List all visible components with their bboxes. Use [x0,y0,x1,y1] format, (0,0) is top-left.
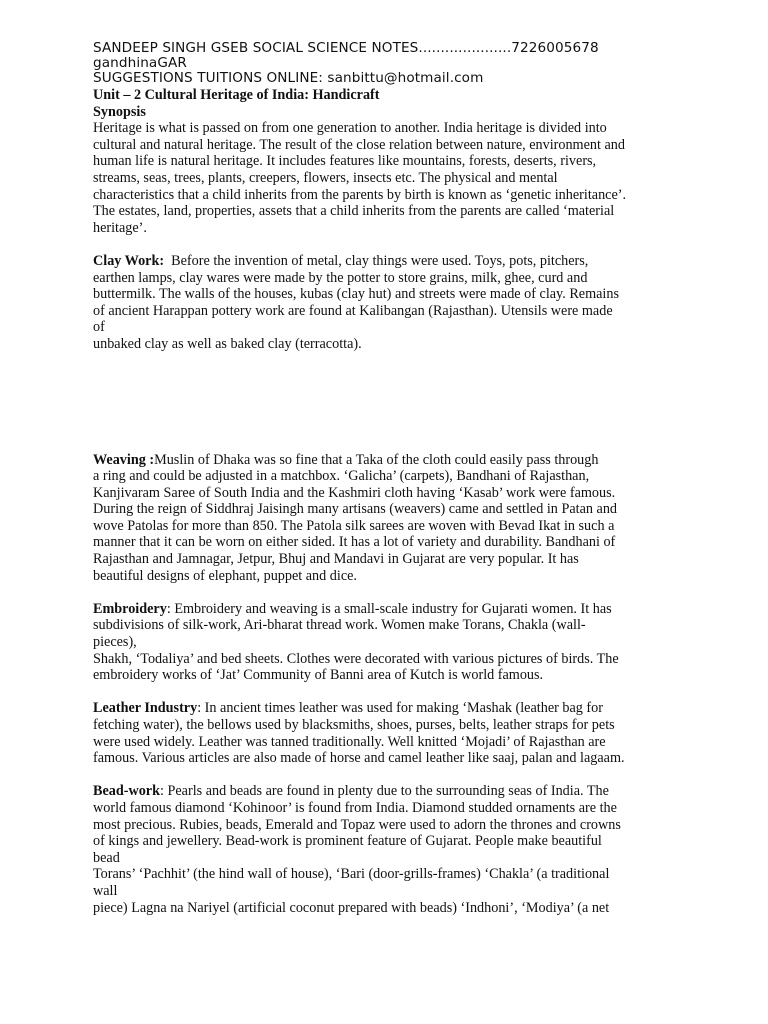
text-line: bead [93,849,120,866]
text-line: world famous diamond ‘Kohinoor’ is found from India. Diamond studded ornaments are the [93,799,617,816]
text-line: The estates, land, properties, assets that a child inherits from the parents are called ‘material [93,203,615,220]
text-line: heritage’. [93,219,147,236]
leather-industry-section [93,700,683,766]
text-line: Bead-work: Pearls and beads are found in plenty due to the surrounding seas of India. The [93,783,609,800]
weaving-section [93,452,683,585]
text-line: subdivisions of silk-work, Ari-bharat thread work. Women make Torans, Chakla (wall- [93,617,586,634]
text-line: unbaked clay as well as baked clay (terracotta). [93,335,362,352]
text-line: embroidery works of ‘Jat’ Community of Banni area of Kutch is world famous. [93,667,544,684]
text-line: beautiful designs of elephant, puppet and dice. [93,567,357,584]
section-heading: Clay Work: [93,252,165,269]
text-line: Heritage is what is passed on from one generation to another. India heritage is divided into [93,120,607,137]
clay-work-section [93,253,683,353]
section-heading: Weaving : [93,451,155,468]
text-line: of ancient Harappan pottery work are found at Kalibangan (Rajasthan). Utensils were made [93,302,613,319]
text-line: Embroidery: Embroidery and weaving is a small-scale industry for Gujarati women. It has [93,600,612,617]
text-line: human life is natural heritage. It includes features like mountains, forests, deserts, rivers, [93,153,597,170]
text-line: Leather Industry: In ancient times leather was used for making ‘Mashak (leather bag for [93,700,603,717]
text-line: Shakh, ‘Todaliya’ and bed sheets. Clothes were decorated with various pictures of birds. The [93,650,619,667]
text-line: characteristics that a child inherits from the parents by birth is known as ‘genetic inheritance’. [93,186,627,203]
section-heading: Leather Industry [93,700,198,717]
header-line-author-phone: SANDEEP SINGH GSEB SOCIAL SCIENCE NOTES.....................7226005678 [93,40,599,56]
text-line: pieces), [93,634,137,651]
text-line: During the reign of Siddhraj Jaisingh many artisans (weavers) came and settled in Patan and [93,501,618,518]
section-heading: Bead-work [93,783,160,800]
document-header [93,41,683,86]
text-line: piece) Lagna na Nariyel (artificial coconut prepared with beads) ‘Indhoni’, ‘Modiya’ (a net [93,899,610,916]
text-line: famous. Various articles are also made of horse and camel leather like saaj, palan and lagaam. [93,750,625,767]
synopsis-paragraph [93,120,683,236]
text-line: earthen lamps, clay wares were made by the potter to store grains, milk, ghee, curd and [93,269,588,286]
text-line: manner that it can be worn on either sided. It has a lot of variety and durability. Bandhani of [93,534,616,551]
text-line: wall [93,882,118,899]
synopsis-heading: Synopsis [93,103,146,120]
text-line: Weaving :Muslin of Dhaka was so fine that a Taka of the cloth could easily pass through [93,451,599,468]
embroidery-section [93,601,683,684]
bead-work-section [93,783,683,916]
text-line: of [93,319,105,336]
text-line: Rajasthan and Jamnagar, Jetpur, Bhuj and Mandavi in Gujarat are very popular. It has [93,551,579,568]
unit-title: Unit – 2 Cultural Heritage of India: Handicraft [93,87,380,103]
text-line: streams, seas, trees, plants, creepers, flowers, insects etc. The physical and mental [93,169,558,186]
text-line: fetching water), the bellows used by blacksmiths, shoes, purses, belts, leather straps for pets [93,717,615,733]
header-line-contact: SUGGESTIONS TUITIONS ONLINE: sanbittu@hotmail.com [93,70,484,86]
text-line: a ring and could be adjusted in a matchbox. ‘Galicha’ (carpets), Bandhani of Rajasthan, [93,468,590,485]
text-line: of kings and jewellery. Bead-work is prominent feature of Gujarat. People make beautiful [93,833,602,850]
text-line: were used widely. Leather was tanned traditionally. Well knitted ‘Mojadi’ of Rajasthan are [93,733,606,750]
text-line: wove Patolas for more than 850. The Patola silk sarees are woven with Bevad Ikat in such a [93,517,615,534]
text-line: Kanjivaram Saree of South India and the Kashmiri cloth having ‘Kasab’ work were famous. [93,484,616,501]
document-page [93,41,683,916]
header-line-city: gandhinaGAR [93,55,187,71]
text-line: cultural and natural heritage. The result of the close relation between nature, environment and [93,136,625,153]
section-heading: Embroidery [93,600,167,617]
text-line: Clay Work: Before the invention of metal, clay things were used. Toys, pots, pitchers, [93,252,589,269]
text-line: most precious. Rubies, beads, Emerald and Topaz were used to adorn the thrones and crowns [93,816,621,833]
text-line: buttermilk. The walls of the houses, kubas (clay hut) and streets were made of clay. Remains [93,286,619,303]
text-line: Torans’ ‘Pachhit’ (the hind wall of house), ‘Bari (door-grills-frames) ‘Chakla’ (a traditional [93,866,610,883]
